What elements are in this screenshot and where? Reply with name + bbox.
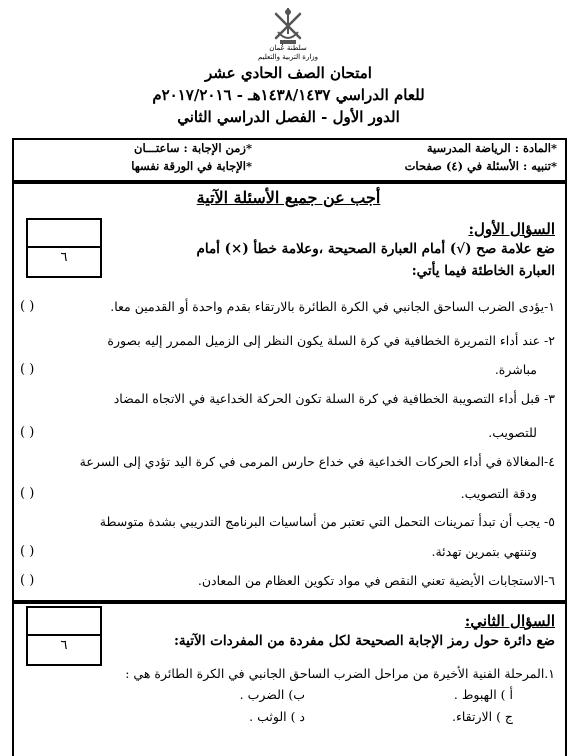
q1-item-5-cont: وتنتهي بتمرين تهدئة. (431, 544, 537, 559)
q2-item-1-option-b[interactable]: ب) الضرب . (239, 687, 305, 702)
subject-label: *المادة : الرياضة المدرسية (426, 141, 557, 155)
time-label: *زمن الإجابة : ساعتـــان (134, 141, 252, 155)
q1-item-2-cont: مباشرة. (494, 362, 537, 377)
pages-note: *تنبيه : الأسئلة في (٤) صفحات (404, 159, 557, 173)
q2-title: السؤال الثاني: (464, 612, 555, 630)
q1-item-1-answer[interactable]: ( ) (20, 299, 35, 314)
q1-item-2: ٢- عند أداء التمريرة الخطافية في كرة السلة يكون النظر إلى الزميل الممرر إليه بصورة (107, 333, 555, 348)
q2-mark-box (26, 606, 102, 666)
q1-prompt-line2: العبارة الخاطئة فيما يأتي: (411, 263, 555, 279)
q1-mark-value: ٦ (60, 250, 68, 265)
q1-title: السؤال الأول: (468, 220, 555, 238)
ministry-name-1: سلطنة عُمان (269, 44, 307, 52)
q1-item-3: ٣- قبل أداء التصويبة الخطافية في كرة السلة تكون الحركة الخداعية في الاتجاه المضاد (113, 391, 555, 406)
q2-item-1-option-c[interactable]: ج ) الارتقاء. (452, 709, 513, 724)
q1-item-4-answer[interactable]: ( ) (20, 486, 35, 501)
exam-title: امتحان الصف الحادي عشر (205, 64, 372, 82)
ministry-name-2: وزارة التربية والتعليم (257, 53, 319, 61)
q1-item-5-answer[interactable]: ( ) (20, 544, 35, 559)
q2-item-1-option-a[interactable]: أ ) الهبوط . (453, 687, 513, 702)
instructions-heading: أجب عن جميع الأسئلة الآتية (196, 188, 381, 207)
exam-session: الدور الأول - الفصل الدراسي الثاني (177, 108, 400, 126)
q1-prompt-line1: ضع علامة صح (√) أمام العبارة الصحيحة ،وعلامة خطأ (×) أمام (196, 241, 555, 257)
q1-item-2-answer[interactable]: ( ) (20, 362, 35, 377)
q1-item-3-answer[interactable]: ( ) (20, 425, 35, 440)
q2-item-1-stem: ١.المرحلة الفنية الأخيرة من مراحل الضرب الساحق الجانبي في الكرة الطائرة هي : (125, 666, 555, 681)
q2-prompt: ضع دائرة حول رمز الإجابة الصحيحة لكل مفردة من المفردات الآتية: (173, 633, 555, 649)
q1-item-4: ٤-المغالاة في أداء الحركات الخداعية في خداع حارس المرمى في كرة اليد تؤدي إلى السرعة (79, 454, 555, 469)
q1-item-6: ٦-الاستجابات الأيضية تعني النقص في مواد تكوين العظام من المعادن. (197, 573, 555, 588)
q2-item-1-option-d[interactable]: د ) الوثب . (249, 709, 305, 724)
q1-item-1: ١-يؤدى الضرب الساحق الجانبي في الكرة الطائرة بالارتقاء بقدم واحدة أو القدمين معا. (110, 299, 555, 314)
q1-item-5: ٥- يجب أن تبدأ تمرينات التحمل التي تعتبر من أساسيات البرنامج التدريبي بشدة متوسطة (99, 514, 555, 529)
answer-sheet-note: *الإجابة في الورقة نفسها (131, 159, 252, 173)
q1-mark-box (26, 218, 102, 278)
academic-year: للعام الدراسي ١٤٣٨/١٤٣٧هـ - ٢٠١٧/٢٠١٦م (152, 86, 425, 104)
q1-item-4-cont: ودقة التصويب. (460, 486, 537, 501)
q1-item-6-answer[interactable]: ( ) (20, 573, 35, 588)
q2-mark-value: ٦ (60, 638, 68, 653)
q1-item-3-cont: للتصويب. (488, 425, 537, 440)
